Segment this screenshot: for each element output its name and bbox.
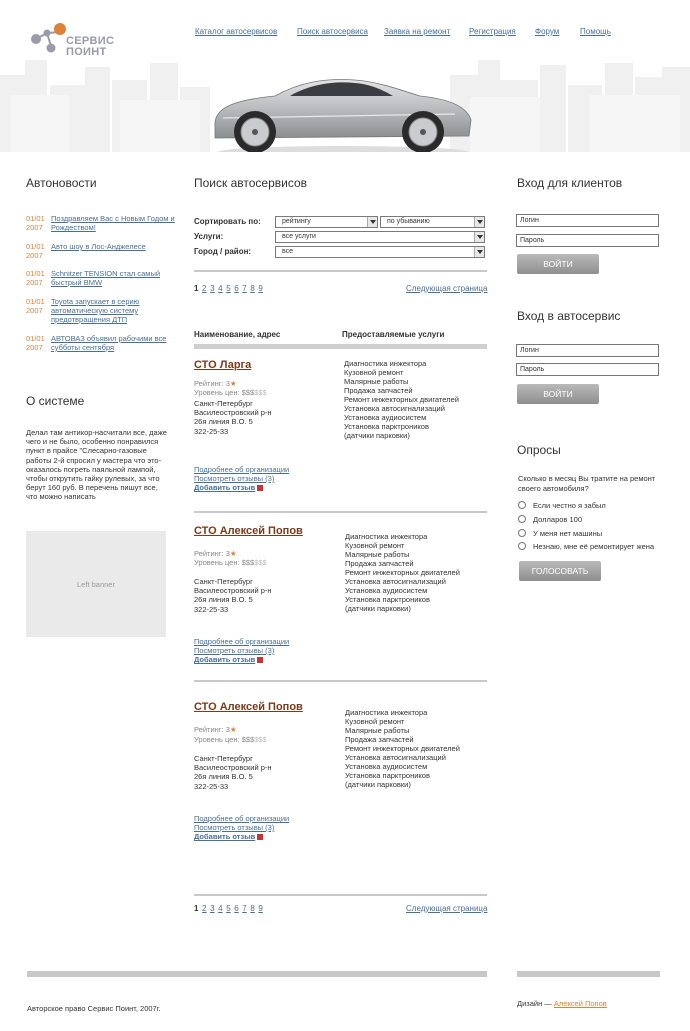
listing-title-link[interactable]: СТО Алексей Попов [194, 525, 303, 537]
pagination-top [194, 284, 294, 293]
listing-address [194, 577, 334, 614]
listing-price [194, 558, 267, 567]
rating-label: Рейтинг: [194, 549, 224, 558]
radio-button[interactable] [518, 542, 526, 550]
service-login-input[interactable]: Логин [516, 344, 659, 357]
rating-value: 3 [225, 549, 230, 558]
service-item: Ремонт инжекторных двигателей [344, 395, 459, 404]
page-2[interactable]: 2 [202, 284, 207, 293]
design-credit [517, 999, 607, 1008]
price-empty-marks: $$$ [254, 735, 267, 744]
service-item: Установка аудиосистем [344, 413, 427, 422]
service-item: Малярные работы [344, 377, 409, 386]
service-item: Установка аудиосистем [345, 586, 428, 595]
top-navigation [195, 27, 625, 39]
listing-links [194, 814, 289, 841]
services-select[interactable] [275, 231, 485, 243]
search-heading: Поиск автосервисов [194, 176, 308, 190]
listing-item [194, 525, 487, 675]
service-item: Кузовной ремонт [345, 717, 405, 726]
listing-address [194, 754, 334, 791]
banner-label: Left banner [77, 580, 115, 589]
page-3[interactable]: 3 [210, 284, 215, 293]
page-8[interactable]: 8 [250, 904, 255, 913]
add-review-icon[interactable] [257, 834, 263, 840]
poll-option-label: Если честно я забыл [533, 501, 606, 510]
news-date: 01/01 2007 [26, 334, 45, 352]
price-value: $$$ [241, 388, 255, 397]
service-item: Малярные работы [345, 550, 410, 559]
address-line: Василеостровский р-н [194, 586, 272, 596]
news-date: 01/01 2007 [26, 297, 45, 315]
address-line: Василеостровский р-н [194, 408, 272, 418]
news-date: 01/01 2007 [26, 214, 45, 232]
listing-rating [194, 379, 237, 388]
chevron-down-icon [474, 232, 484, 242]
add-review[interactable] [194, 655, 289, 664]
listing-title-link[interactable]: СТО Ларга [194, 359, 252, 371]
city-select[interactable] [275, 246, 485, 258]
price-empty-marks: $$$ [254, 388, 267, 397]
listing-services [345, 532, 488, 613]
nav-catalog[interactable]: Каталог автосервисов [195, 27, 278, 36]
listing-item [194, 359, 487, 509]
news-link[interactable]: Toyota запускает в серию автоматическую систему предотвращения ДТП [51, 297, 140, 324]
page-1[interactable]: 1 [194, 284, 199, 293]
sort-label: Сортировать по: [194, 217, 261, 226]
service-item: Кузовной ремонт [344, 368, 404, 377]
service-item: Диагностика инжектора [345, 708, 428, 717]
listing-rating [194, 549, 237, 558]
more-info-link[interactable]: Подробнее об организации [194, 637, 290, 646]
page-6[interactable]: 6 [234, 284, 239, 293]
news-item [26, 297, 176, 324]
pagination-bottom [194, 904, 294, 913]
listing-address [194, 399, 334, 436]
service-item: Установка автосигнализаций [345, 753, 446, 762]
address-line: Василеостровский р-н [194, 763, 272, 773]
price-label: Уровень цен: [194, 388, 240, 397]
about-text: Делал там антикор-насчитали все, даже чего и не было, особенно понравился пункт в прайсе "Слесарно-газовые работы 2-й спросил у мастера что это-оказалось погреть паяльной лампой, чтобы открутить гайку рулевых, за что берут 160 руб. В перечень пишут все, что можно написать [26, 428, 167, 502]
poll-option-label: У меня нет машины [533, 529, 603, 538]
footer-bar-left [27, 971, 487, 977]
radio-button[interactable] [518, 529, 526, 537]
chevron-down-icon [367, 217, 377, 227]
price-value: $$$ [241, 735, 255, 744]
sort-select-value: рейтингу [282, 218, 311, 225]
divider [194, 270, 487, 272]
news-link[interactable]: Schnitzer TENSION стал самый быстрый BMW [51, 269, 161, 287]
chevron-down-icon [474, 247, 484, 257]
add-review-link[interactable]: Добавить отзыв [194, 832, 256, 841]
address-line: 26я линия В.О. 5 [194, 772, 253, 782]
nav-register[interactable]: Регистрация [469, 27, 516, 36]
poll-question: Сколько в месяц Вы тратите на ремонт своего автомобиля? [518, 474, 656, 493]
listing-links [194, 465, 289, 492]
address-line: Санкт-Петербург [194, 754, 253, 763]
service-item: (датчики парковки) [345, 604, 411, 613]
service-item: Установка парктроников [345, 595, 430, 604]
service-login-button[interactable]: ВОЙТИ [517, 384, 599, 404]
vote-button[interactable]: ГОЛОСОВАТЬ [519, 561, 601, 581]
nav-request[interactable]: Заявка на ремонт [384, 27, 451, 36]
sort-select[interactable] [275, 216, 378, 228]
page-9[interactable]: 9 [258, 904, 263, 913]
news-link[interactable]: Авто шоу в Лос-Анджелесе [51, 242, 146, 251]
address-line: 26я линия В.О. 5 [194, 417, 253, 427]
header [0, 0, 690, 152]
page-8[interactable]: 8 [250, 284, 255, 293]
address-phone: 322-25-33 [194, 604, 229, 614]
nav-help[interactable]: Помощь [580, 27, 611, 36]
service-item: Продажа запчастей [344, 386, 413, 395]
add-review[interactable] [194, 483, 289, 492]
radio-button[interactable] [518, 501, 526, 509]
poll-option-label: Долларов 100 [533, 515, 583, 524]
divider [194, 894, 487, 896]
news-item [26, 334, 176, 358]
view-reviews-link[interactable]: Посмотреть отзывы (3) [194, 646, 275, 655]
rating-value: 3 [225, 379, 230, 388]
service-login-heading: Вход в автосервис [517, 309, 621, 323]
service-item: Установка аудиосистем [345, 762, 428, 771]
page-7[interactable]: 7 [242, 284, 247, 293]
radio-button[interactable] [518, 515, 526, 523]
poll-option[interactable] [518, 542, 678, 552]
poll-option[interactable] [518, 501, 678, 511]
service-password-input[interactable]: Пароль [516, 363, 659, 376]
copyright: Авторское право Сервис Поинт, 2007г. [27, 1004, 161, 1013]
service-item: Продажа запчастей [345, 735, 414, 744]
service-item: Ремонт инжекторных двигателей [345, 744, 460, 753]
page-6[interactable]: 6 [234, 904, 239, 913]
listing-services [345, 708, 488, 789]
news-date: 01/01 2007 [26, 269, 45, 287]
listing-services [344, 359, 487, 440]
rating-label: Рейтинг: [194, 725, 224, 734]
nav-search[interactable]: Поиск автосервиса [297, 27, 369, 36]
service-item: (датчики парковки) [345, 780, 411, 789]
add-review-icon[interactable] [257, 657, 263, 663]
order-select-value: по убыванию [387, 218, 430, 225]
service-item: Диагностика инжектора [344, 359, 427, 368]
price-empty-marks: $$$ [254, 558, 267, 567]
star-icon: ★ [229, 549, 237, 558]
listing-price [194, 388, 267, 397]
designer-link[interactable]: Алексей Попов [553, 999, 607, 1008]
page-5[interactable]: 5 [226, 904, 231, 913]
service-item: (датчики парковки) [344, 431, 410, 440]
page-4[interactable]: 4 [218, 284, 223, 293]
page-3[interactable]: 3 [210, 904, 215, 913]
price-label: Уровень цен: [194, 735, 240, 744]
news-item [26, 214, 176, 238]
more-info-link[interactable]: Подробнее об организации [194, 465, 290, 474]
nav-forum[interactable]: Форум [535, 27, 560, 36]
logo-line-1: СЕРВИС [66, 35, 115, 47]
client-login-input[interactable]: Логин [516, 214, 659, 227]
service-item: Кузовной ремонт [345, 541, 405, 550]
logo-text[interactable] [66, 36, 114, 58]
address-line: Санкт-Петербург [194, 399, 253, 408]
column-header-name: Наименование, адрес [194, 330, 281, 339]
service-item: Установка автосигнализаций [344, 404, 445, 413]
divider [194, 680, 487, 682]
address-phone: 322-25-33 [194, 781, 229, 791]
page-4[interactable]: 4 [218, 904, 223, 913]
left-banner[interactable] [26, 531, 166, 637]
listing-links [194, 637, 289, 664]
service-item: Малярные работы [345, 726, 410, 735]
service-item: Установка парктроников [344, 422, 429, 431]
price-value: $$$ [241, 558, 255, 567]
address-phone: 322-25-33 [194, 426, 229, 436]
page-9[interactable]: 9 [258, 284, 263, 293]
poll-option[interactable] [518, 529, 678, 539]
listing-title-link[interactable]: СТО Алексей Попов [194, 701, 303, 713]
page-7[interactable]: 7 [242, 904, 247, 913]
listing-rating [194, 725, 237, 734]
client-login-heading: Вход для клиентов [517, 176, 623, 190]
add-review[interactable] [194, 832, 289, 841]
order-select[interactable] [380, 216, 485, 228]
view-reviews-link[interactable]: Посмотреть отзывы (3) [194, 823, 275, 832]
client-login-button[interactable]: ВОЙТИ [517, 254, 599, 274]
table-header-bar [194, 344, 487, 349]
news-heading: Автоновости [26, 176, 97, 190]
add-review-icon[interactable] [257, 485, 263, 491]
client-password-input[interactable]: Пароль [516, 234, 659, 247]
star-icon: ★ [229, 379, 237, 388]
add-review-link[interactable]: Добавить отзыв [194, 655, 256, 664]
news-date: 01/01 2007 [26, 242, 45, 260]
city-label: Город / район: [194, 247, 252, 256]
rating-label: Рейтинг: [194, 379, 224, 388]
address-line: Санкт-Петербург [194, 577, 253, 586]
service-item: Продажа запчастей [345, 559, 414, 568]
service-item: Ремонт инжекторных двигателей [345, 568, 460, 577]
page-2[interactable]: 2 [202, 904, 207, 913]
page-1[interactable]: 1 [194, 904, 199, 913]
view-reviews-link[interactable]: Посмотреть отзывы (3) [194, 474, 275, 483]
about-heading: О системе [26, 394, 85, 408]
listing-item [194, 701, 487, 851]
polls-heading: Опросы [517, 443, 561, 457]
divider [194, 511, 487, 513]
car-image [205, 52, 480, 152]
page-5[interactable]: 5 [226, 284, 231, 293]
city-select-value: все [282, 248, 294, 255]
news-item [26, 242, 176, 266]
price-label: Уровень цен: [194, 558, 240, 567]
design-label: Дизайн — [517, 999, 552, 1008]
service-item: Установка автосигнализаций [345, 577, 446, 586]
next-page-link[interactable]: Следующая страница [406, 284, 488, 293]
star-icon: ★ [229, 725, 237, 734]
address-line: 26я линия В.О. 5 [194, 595, 253, 605]
more-info-link[interactable]: Подробнее об организации [194, 814, 290, 823]
chevron-down-icon [474, 217, 484, 227]
services-label: Услуги: [194, 232, 224, 241]
service-item: Установка парктроников [345, 771, 430, 780]
column-header-services: Предоставляемые услуги [342, 330, 445, 339]
poll-option[interactable] [518, 515, 678, 525]
add-review-link[interactable]: Добавить отзыв [194, 483, 256, 492]
service-item: Диагностика инжектора [345, 532, 428, 541]
next-page-link[interactable]: Следующая страница [406, 904, 488, 913]
footer-bar-right [517, 971, 660, 977]
news-link[interactable]: Поздравляем Вас с Новым Годом и Рождеством! [51, 214, 175, 232]
rating-value: 3 [225, 725, 230, 734]
logo-line-2: ПОИНТ [66, 46, 107, 58]
listing-price [194, 735, 267, 744]
services-select-value: все услуги [282, 233, 316, 240]
poll-option-label: Незнаю, мне её ремонтирует жена [533, 542, 655, 551]
news-link[interactable]: АВТОВАЗ объявил рабочими все субботы сентября [51, 334, 167, 352]
news-item [26, 269, 176, 293]
